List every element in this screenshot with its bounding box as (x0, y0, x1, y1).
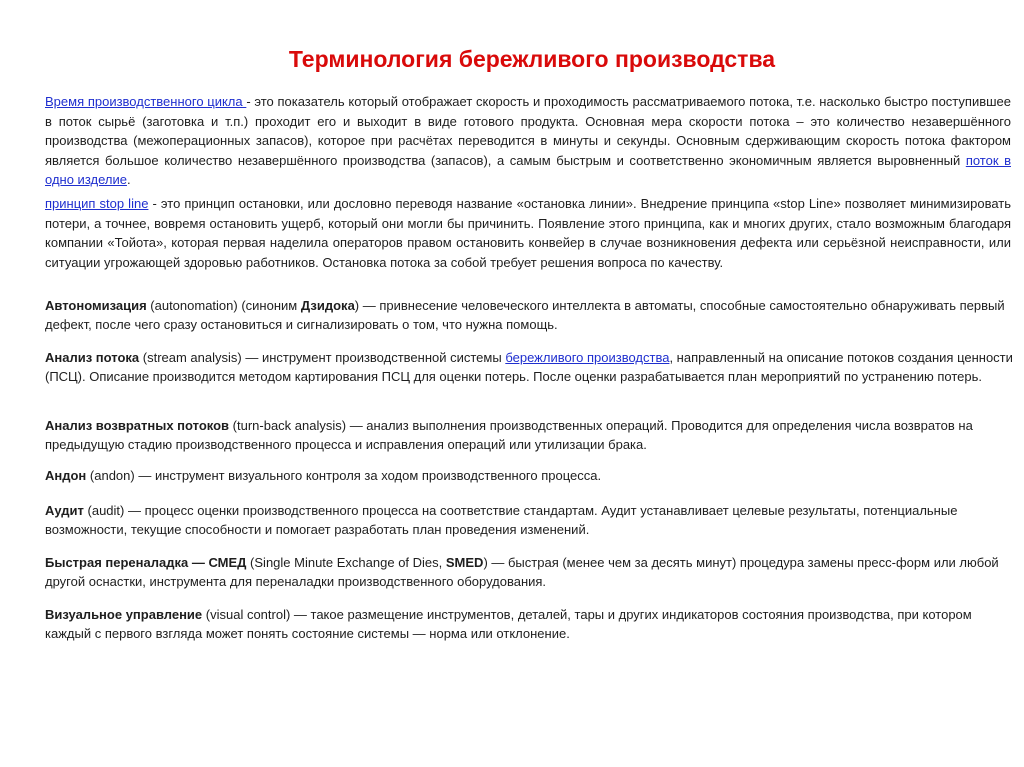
term-text: (turn-back analysis) — анализ выполнения производственных операций. Проводится для определения числа возвратов на предыдущую стадию производственного процесса и исправления операций или утилизации брака. (45, 418, 973, 452)
paragraph-text: - это принцип остановки, или дословно переводя название «остановка линии». Внедрение принципа «stop Line» позволяет минимизировать потери, а точнее, вовремя остановить ущерб, который они могли бы причинить. Появление этого принципа, как и многих других, стало возможным благодаря компании «Тойота», которая первая наделила операторов правом остановить конвейер в случае возникновения дефекта или серьёзной неисправности, или ситуации угрожающей здоровью работников. Остановка потока за собой требует решения вопроса по качеству. (45, 196, 1011, 270)
link-one-piece-flow[interactable]: поток в одно изделие (45, 152, 1011, 188)
term-text: (andon) — инструмент визуального контроля за ходом производственного процесса. (86, 468, 602, 483)
term-synonym: Дзидока (300, 298, 355, 313)
term-name: Анализ потока (45, 350, 140, 365)
term-name: Аудит (45, 503, 84, 518)
term-text: (Single Minute Exchange of Dies, (246, 555, 446, 570)
term-name: Андон (45, 468, 87, 483)
paragraph-text: - это показатель который отображает скорость и проходимость рассматриваемого потока, т.е. насколько быстро поступившее в поток сырьё (заготовка и т.п.) проходит его и выходит в виде готового продукта. Основная мера скорости потока – это количество незавершённого производства (межоперационных запасов), которое при расчётах переводится в минуты и секунды. Основным сдерживающим скорость потока фактором является большое количество незавершённого производства (запасов), а самым быстрым и соответственно экономичным является выровненный (45, 94, 1012, 168)
term-smed (45, 553, 1020, 591)
term-turn-back-analysis (45, 416, 1020, 454)
term-andon (45, 466, 1020, 485)
term-text: ) — быстрая (менее чем за десять минут) процедура замены пресс-форм или любой другой оснастки, инструмента для переналадки производственного оборудования. (45, 555, 999, 589)
term-text: , направленный на описание потоков создания ценности (ПСЦ). Описание производится методом картирования ПСЦ для оценки потерь. После оценки разрабатывается план мероприятий по устранению потерь. (45, 350, 1013, 384)
term-stream-analysis (45, 348, 1020, 386)
term-text: (visual control) — такое размещение инструментов, деталей, тары и других индикаторов состояния производства, при котором каждый с первого взгляда может понять состояние системы — норма или отклонение. (45, 607, 972, 641)
term-audit (45, 501, 1020, 539)
term-name: Быстрая переналадка — СМЕД (45, 555, 247, 570)
intro-paragraph-stop-line (45, 194, 1011, 272)
term-autonomation (45, 296, 1020, 334)
term-name: Визуальное управление (45, 607, 203, 622)
term-name: Автономизация (45, 298, 147, 313)
term-text: (stream analysis) — инструмент производственной системы (139, 350, 506, 365)
link-stop-line[interactable]: принцип stop line (45, 196, 149, 211)
link-lean-production[interactable]: бережливого производства (505, 350, 670, 365)
term-visual-control (45, 605, 1020, 643)
term-name: Анализ возвратных потоков (45, 418, 230, 433)
term-text: ) — привнесение человеческого интеллекта в автоматы, способные самостоятельно обнаруживать первый дефект, после чего сразу остановиться и сигнализировать о том, что нужна помощь. (45, 298, 1005, 332)
page-title: Терминология бережливого производства (288, 46, 776, 72)
paragraph-text: . (126, 172, 131, 188)
term-text: (audit) — процесс оценки производственного процесса на соответствие стандартам. Аудит устанавливает целевые результаты, потенциальные возможности, текущие способности и помогает разработать план проведения изменений. (45, 503, 958, 537)
link-cycle-time[interactable]: Время производственного цикла (45, 94, 247, 109)
intro-paragraph-cycle-time (45, 92, 1011, 190)
term-abbreviation: SMED (445, 555, 484, 570)
term-text: (autonomation) (синоним (146, 298, 301, 313)
